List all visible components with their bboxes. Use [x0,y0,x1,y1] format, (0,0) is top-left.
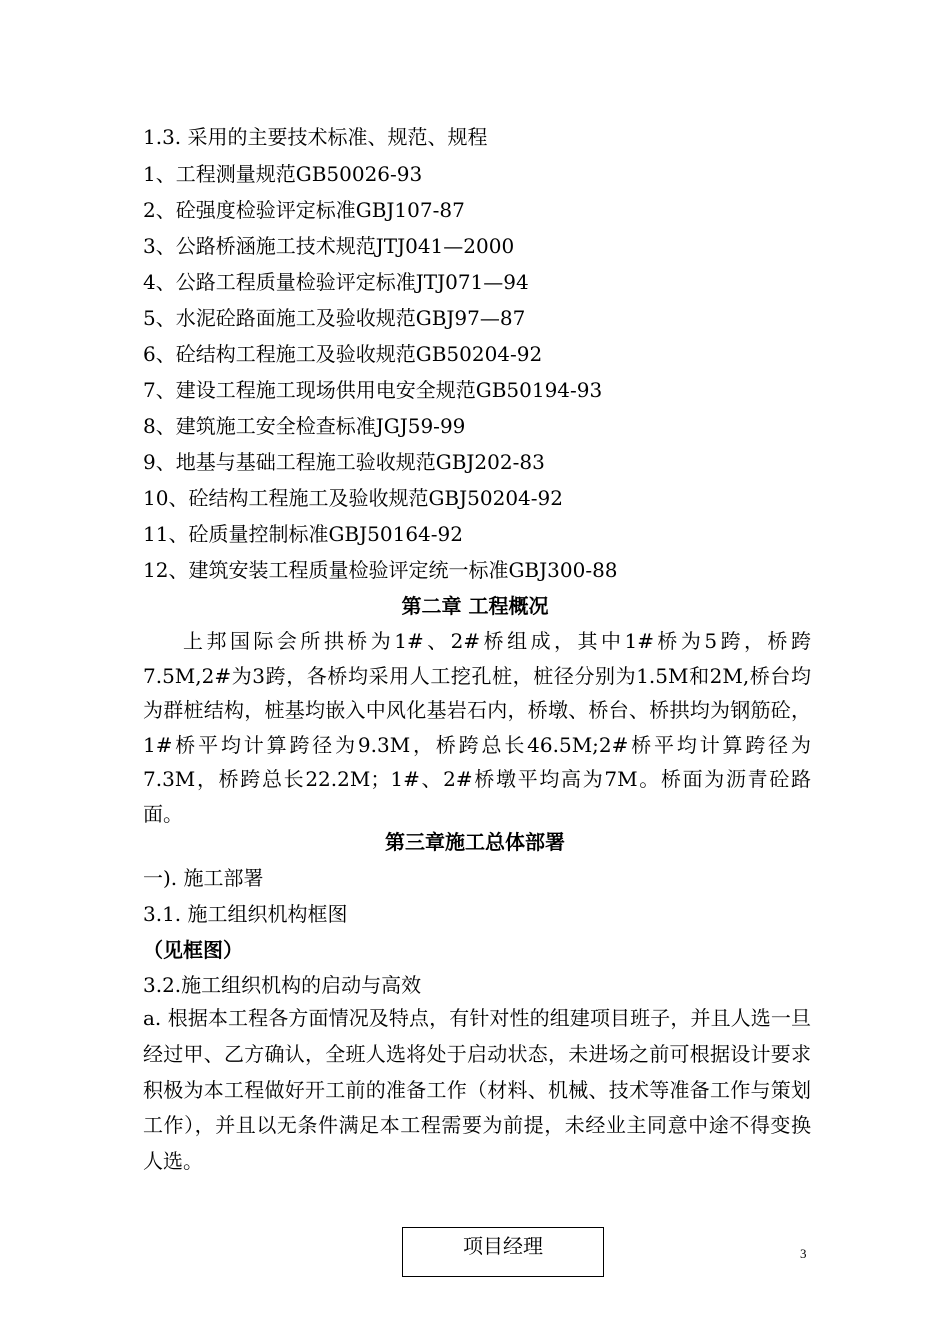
see-chart-note: （见框图） [143,938,243,962]
chapter-2-title: 第二章 工程概况 [401,594,549,618]
standard-item: 6、砼结构工程施工及验收规范GB50204-92 [143,342,543,366]
standard-item: 4、公路工程质量检验评定标准JTJ071—94 [143,270,529,294]
standard-item: 3、公路桥涵施工技术规范JTJ041—2000 [143,234,515,258]
org-chart-node-project-manager: 项目经理 [402,1227,604,1277]
chapter-3-title: 第三章施工总体部署 [385,830,565,854]
standard-item: 7、建设工程施工现场供用电安全规范GB50194-93 [143,378,603,402]
chapter-3-paragraph: a. 根据本工程各方面情况及特点，有针对性的组建项目班子，并且人选一旦经过甲、乙方确认，全班人选将处于启动状态，未进场之前可根据设计要求积极为本工程做好开工前的准备工作（材料、机械、技术等准备工作与策划工作），并且以无条件满足本工程需要为前提，未经业主同意中途不得变换人选。 [143,1006,811,1174]
standard-item: 8、建筑施工安全检查标准JGJ59-99 [143,414,466,438]
subsection-deployment: 一). 施工部署 [143,866,264,890]
subsection-3-1: 3.1. 施工组织机构框图 [143,902,348,926]
subsection-3-2: 3.2.施工组织机构的启动与高效 [143,973,422,997]
standard-item: 1、工程测量规范GB50026-93 [143,162,423,186]
chapter-2-paragraph: 上邦国际会所拱桥为1#、2#桥组成，其中1#桥为5跨，桥跨7.5M,2#为3跨，各桥均采用人工挖孔桩，桩径分别为1.5M和2M,桥台均为群桩结构，桩基均嵌入中风化基岩石内，桥墩、桥台、桥拱均为钢筋砼，1#桥平均计算跨径为9.3M，桥跨总长46.5M;2#桥平均计算跨径为7.3M，桥跨总长22.2M；1#、2#桥墩平均高为7M。桥面为沥青砼路面。 [143,629,811,826]
standard-item: 12、建筑安装工程质量检验评定统一标准GBJ300-88 [143,558,618,582]
standard-item: 10、砼结构工程施工及验收规范GBJ50204-92 [143,486,563,510]
standard-item: 9、地基与基础工程施工验收规范GBJ202-83 [143,450,545,474]
section-heading-1-3: 1.3. 采用的主要技术标准、规范、规程 [143,125,488,149]
standard-item: 5、水泥砼路面施工及验收规范GBJ97—87 [143,306,526,330]
page-number: 3 [800,1246,807,1261]
standard-item: 11、砼质量控制标准GBJ50164-92 [143,522,463,546]
standard-item: 2、砼强度检验评定标准GBJ107-87 [143,198,465,222]
